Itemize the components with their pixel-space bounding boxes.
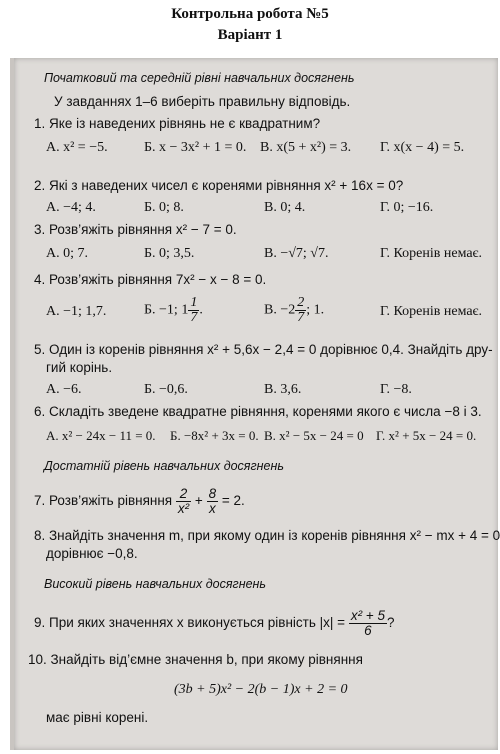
question-9-text: 9. При яких значеннях x виконується рівність |x| =: [34, 615, 346, 630]
question-1: 1. Яке із наведених рівнянь не є квадратним?: [34, 116, 321, 131]
q3-option-a: А. 0; 7.: [46, 246, 88, 261]
q1-option-c: В. x(5 + x²) = 3.: [260, 140, 352, 155]
q7-fraction-2: [207, 487, 219, 516]
q2-option-d: Г. 0; −16.: [380, 200, 434, 215]
question-6: 6. Складіть зведене квадратне рівняння, коренями якого є числа −8 і 3.: [34, 404, 482, 419]
q9-suffix: ?: [386, 615, 395, 630]
q7-f2-denominator: x: [208, 500, 216, 516]
question-7-text: 7. Розв’яжіть рівняння: [34, 493, 173, 508]
q4-c-denominator: 7: [297, 310, 305, 325]
q9-numerator: x² + 5: [350, 607, 385, 623]
question-2: 2. Які з наведених чисел є коренями рівняння x² + 16x = 0?: [34, 178, 404, 193]
question-4: 4. Розв’яжіть рівняння 7x² − x − 8 = 0.: [34, 272, 267, 287]
q6-option-c: В. x² − 5x − 24 = 0: [264, 428, 364, 443]
q3-option-b: Б. 0; 3,5.: [144, 246, 195, 261]
question-8-line-1: 8. Знайдіть значення m, при якому один із коренів рівняння x² − mx + 4 = 0: [34, 528, 500, 543]
q4-c-numerator: 2: [297, 295, 305, 310]
q5-option-a: А. −6.: [46, 382, 82, 397]
q4-option-b: [144, 296, 203, 325]
q7-f1-numerator: 2: [176, 487, 191, 502]
q7-suffix: = 2.: [221, 493, 245, 508]
q5-option-d: Г. −8.: [380, 382, 412, 397]
q4-option-c-fraction: [295, 296, 306, 325]
question-10-line-3: має рівні корені.: [46, 710, 149, 725]
question-3: 3. Розв’яжіть рівняння x² − 7 = 0.: [34, 222, 237, 237]
q7-f1-denominator: x²: [177, 500, 190, 516]
q7-f2-numerator: 8: [208, 485, 217, 501]
q9-denominator: 6: [364, 622, 372, 638]
q1-option-a: А. x² = −5.: [46, 140, 108, 155]
variant-title: Варіант 1: [217, 27, 283, 43]
q4-option-a: А. −1; 1,7.: [46, 304, 107, 319]
q4-option-c: [264, 296, 324, 325]
q6-option-b: Б. −8x² + 3x = 0.: [170, 428, 259, 443]
level-sufficient-heading: Достатній рівень навчальних досягнень: [44, 459, 284, 473]
question-9: [34, 606, 394, 640]
q2-option-a: А. −4; 4.: [46, 200, 96, 215]
q2-option-c: В. 0; 4.: [264, 200, 306, 215]
q4-option-c-whole: В. −2: [264, 302, 296, 318]
q9-fraction: [349, 609, 387, 638]
q1-option-d: Г. x(x − 4) = 5.: [380, 140, 465, 155]
instruction: У завданнях 1–6 виберіть правильну відповідь.: [54, 94, 351, 109]
q4-option-b-suffix: .: [199, 302, 203, 318]
question-10-line-1: 10. Знайдіть від’ємне значення b, при якому рівняння: [28, 652, 363, 667]
q4-b-numerator: 1: [190, 295, 198, 310]
q2-option-b: Б. 0; 8.: [144, 200, 184, 215]
level-high-heading: Високий рівень навчальних досягнень: [44, 577, 266, 591]
q5-option-b: Б. −0,6.: [144, 382, 188, 397]
question-7: [34, 484, 245, 518]
question-8-line-2: дорівнює −0,8.: [46, 546, 138, 561]
q7-plus: +: [194, 493, 203, 508]
q6-option-d: Г. x² + 5x − 24 = 0.: [376, 428, 477, 443]
test-sheet: [10, 58, 498, 750]
level-basic-heading: Початковий та середній рівні навчальних досягнень: [44, 71, 355, 85]
q4-option-b-fraction: [188, 296, 199, 325]
test-title: Контрольна робота №5: [171, 6, 329, 22]
header: [0, 0, 500, 56]
q4-option-b-whole: Б. −1; 1: [144, 302, 189, 318]
q1-option-b: Б. x − 3x² + 1 = 0.: [144, 140, 247, 155]
q4-option-d: Г. Коренів немає.: [380, 304, 483, 319]
question-5-line-1: 5. Один із коренів рівняння x² + 5,6x − 2,4 = 0 дорівнює 0,4. Знайдіть дру-: [34, 342, 493, 357]
question-10-equation: (3b + 5)x² − 2(b − 1)x + 2 = 0: [174, 682, 348, 697]
q7-fraction-1: [176, 487, 191, 516]
q3-option-c: В. −√7; √7.: [264, 246, 329, 261]
q4-option-c-suffix: ; 1.: [306, 302, 325, 318]
q3-option-d: Г. Коренів немає.: [380, 246, 483, 261]
q5-option-c: В. 3,6.: [264, 382, 302, 397]
question-5-line-2: гий корінь.: [46, 360, 113, 375]
q4-b-denominator: 7: [190, 310, 198, 325]
q6-option-a: А. x² − 24x − 11 = 0.: [46, 428, 156, 443]
